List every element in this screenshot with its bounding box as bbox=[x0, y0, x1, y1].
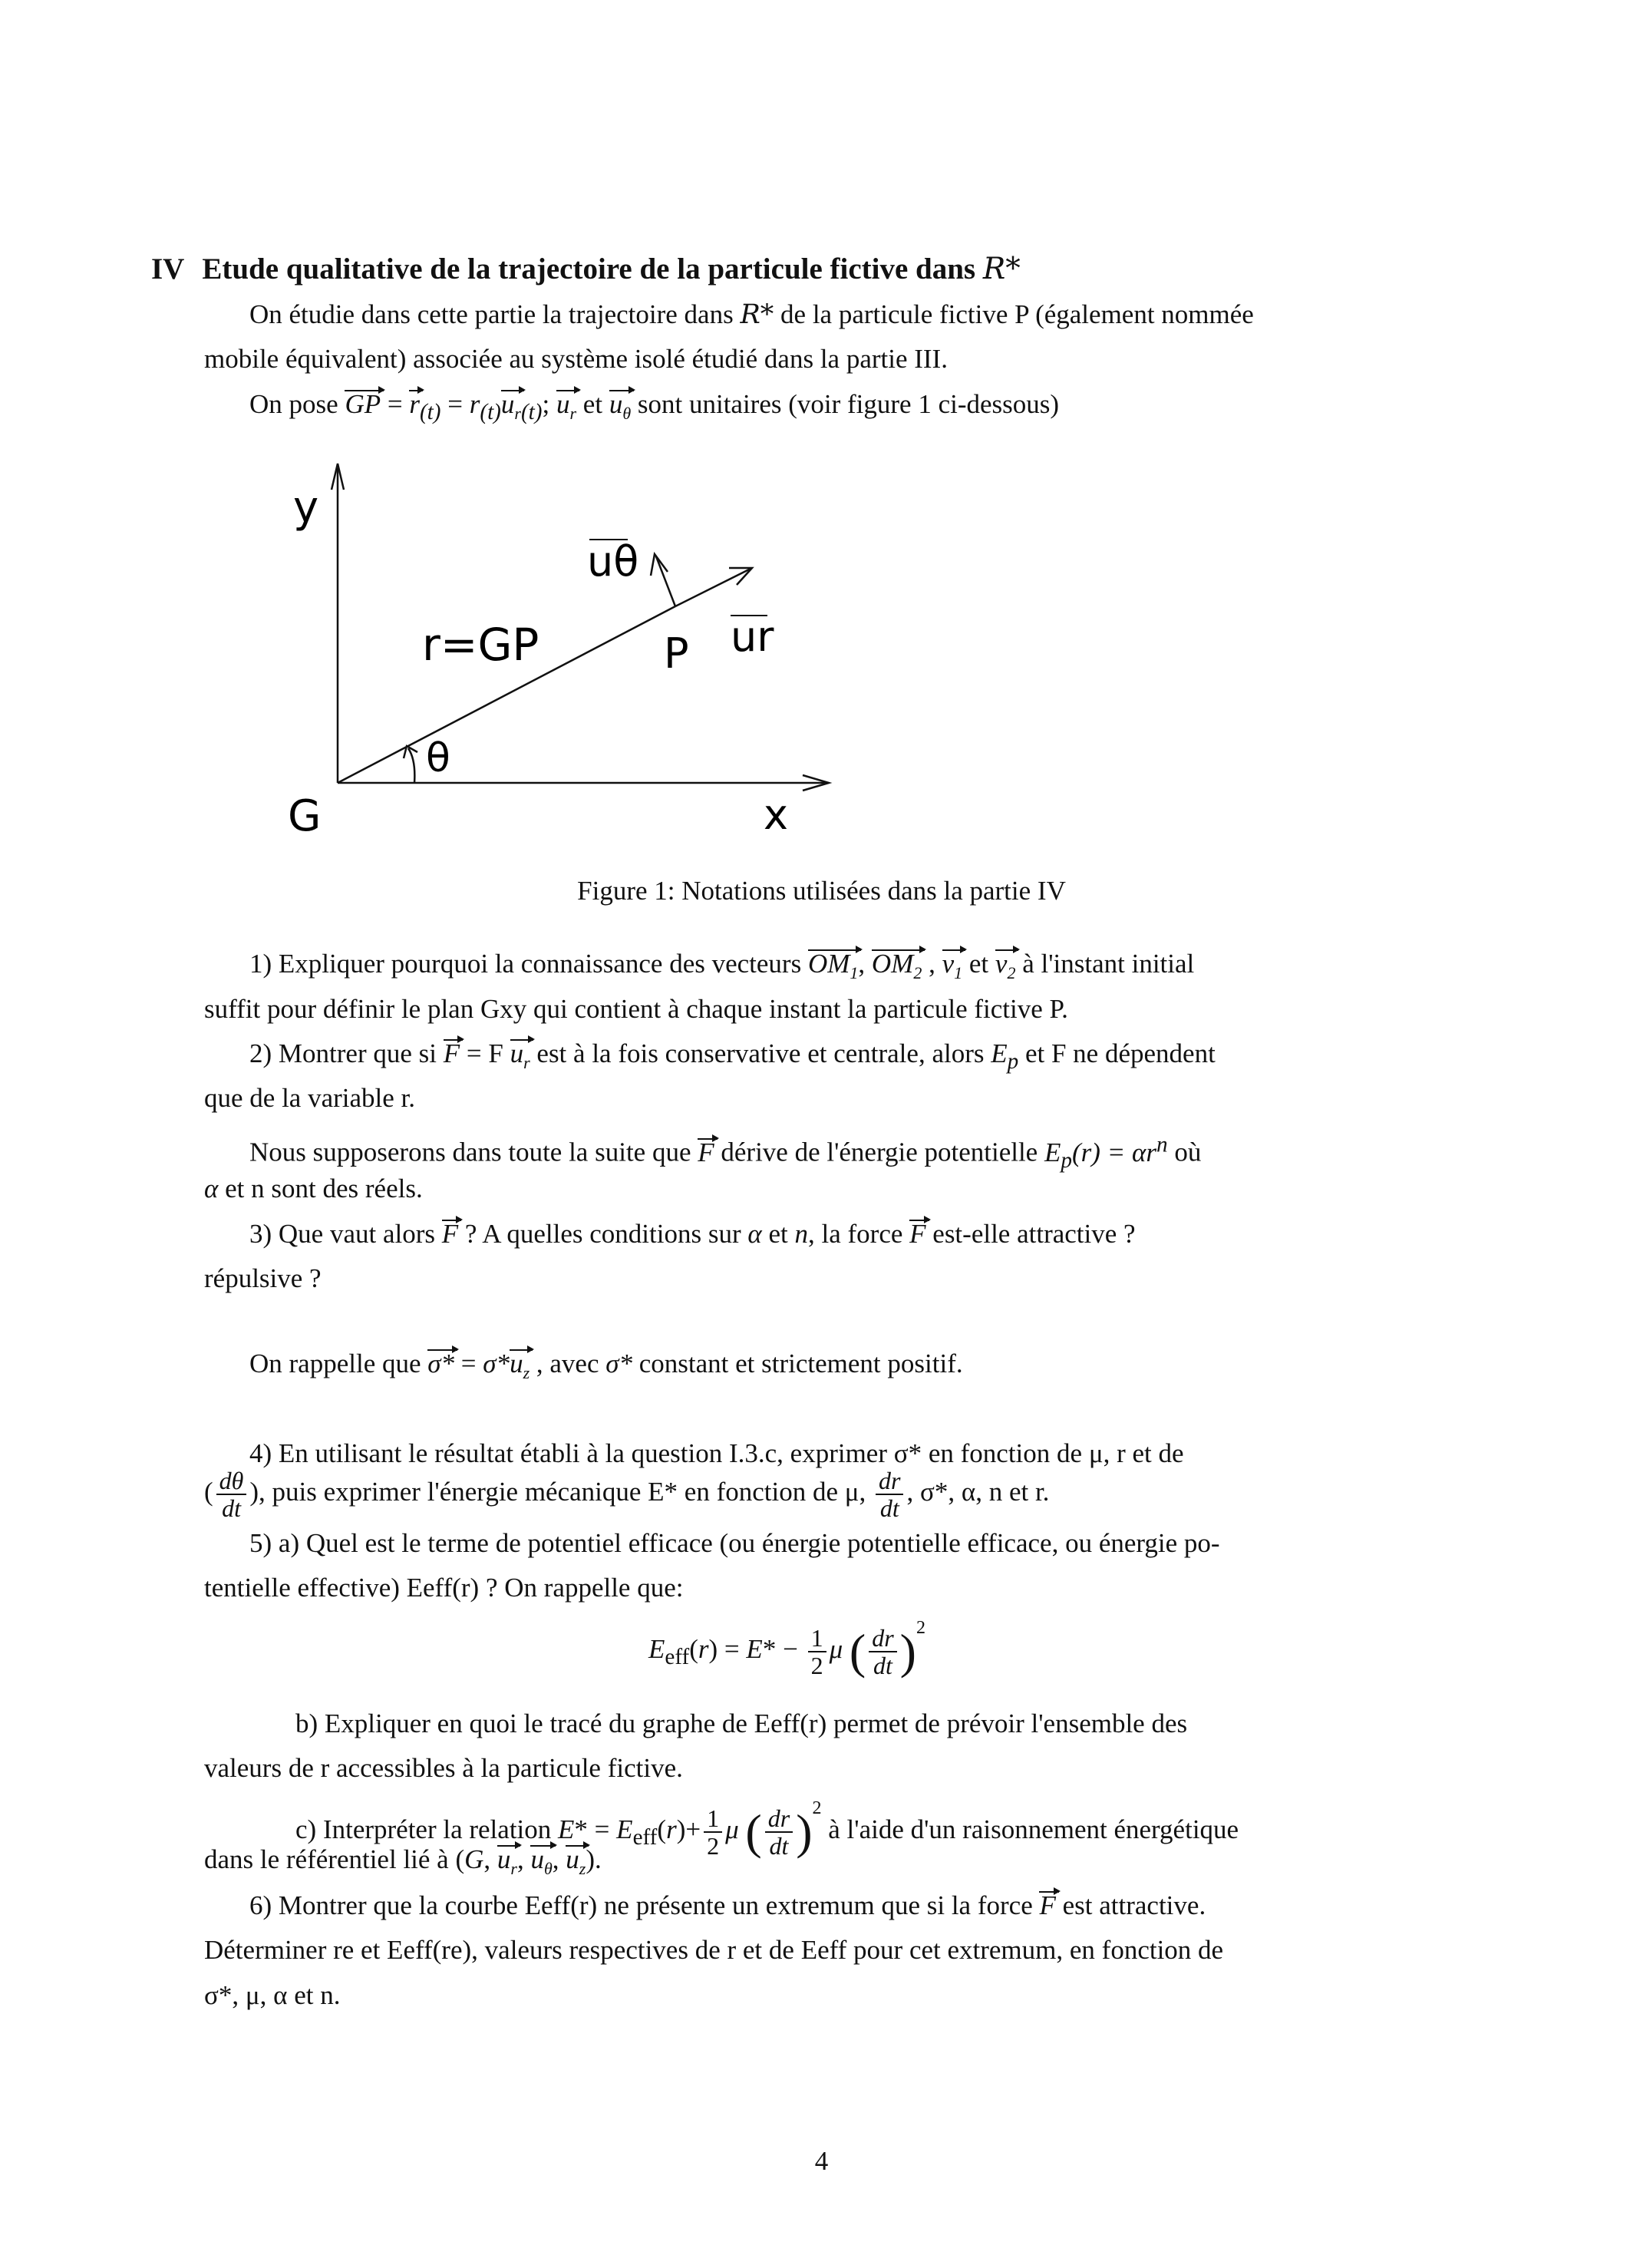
q5b-line-1: b) Expliquer en quoi le tracé du graphe de Eeff(r) permet de prévoir l'ensemble des bbox=[295, 1708, 1188, 1738]
hypothesis-line-1: Nous supposerons dans toute la suite que F dérive de l'énergie potentielle $E_p(r) = \alpha r^n$ où bbox=[249, 1132, 1202, 1173]
hypothesis-line-2: α et n sont des réels. bbox=[204, 1174, 423, 1203]
figure-caption: Figure 1: Notations utilisées dans la partie IV bbox=[577, 876, 1066, 906]
origin-label: G bbox=[288, 791, 322, 837]
eeff-equation: $E_{eff}(r) = E*$ − $\frac{1}{2}$ μ ( $\frac{dr}{dt}$ )$^2$ bbox=[648, 1618, 925, 1679]
q5a-line-2: tentielle effective) Eeff(r) ? On rappelle que: bbox=[204, 1573, 684, 1603]
q6-line-2: Déterminer re et Eeff(re), valeurs respectives de r et de Eeff pour cet extremum, en fonction de bbox=[204, 1935, 1224, 1965]
unit-r-arrowhead bbox=[729, 568, 752, 585]
theta-angle-arc bbox=[408, 748, 414, 783]
q2-line-1: 2) Montrer que si F = F $u_r$ est à la fois conservative et centrale, alors $E_p$ et F ne dépendent bbox=[249, 1038, 1216, 1079]
q4-line-2: ( $\frac{d\theta}{dt}$ ), puis exprimer l'énergie mécanique E* en fonction de μ, $\frac{dr}{dt}$ , σ*, α, n et r. bbox=[204, 1467, 1050, 1522]
section-title-symbol: R* bbox=[982, 252, 1021, 286]
point-label: P bbox=[664, 629, 689, 678]
unit-r-arrow bbox=[675, 568, 752, 606]
figure-1-diagram bbox=[261, 453, 875, 837]
axis-x-label: x bbox=[764, 791, 788, 837]
section-heading bbox=[151, 253, 1021, 286]
q4-line-1: 4) En utilisant le résultat établi à la question I.3.c, exprimer σ* en fonction de μ, r et de bbox=[249, 1438, 1184, 1468]
page-number: 4 bbox=[814, 2146, 829, 2176]
q2-line-2: que de la variable r. bbox=[204, 1083, 416, 1113]
intro-line-2: mobile équivalent) associée au système isolé étudié dans la partie III. bbox=[204, 344, 948, 374]
intro-line-1: On étudie dans cette partie la trajectoire dans R* de la particule fictive P (également nommée bbox=[249, 299, 1254, 330]
q5c-line-1: c) Interpréter la relation $E* = E_{eff}(r)+$ $\frac{1}{2}$ μ ( $\frac{dr}{dt}$ )$^2$ à l'aide d'un raisonnement énergétique bbox=[295, 1798, 1239, 1860]
radius-label: r=GP bbox=[422, 619, 539, 671]
q5a-line-1: 5) a) Quel est le terme de potentiel efficace (ou énergie potentielle efficace, ou énergie po- bbox=[249, 1528, 1220, 1558]
q5b-line-2: valeurs de r accessibles à la particule fictive. bbox=[204, 1753, 683, 1783]
axis-y-label: y bbox=[293, 483, 319, 533]
unit-r-label: ur bbox=[731, 612, 774, 661]
unit-theta-label: uθ bbox=[587, 537, 639, 586]
q3-line-1: 3) Que vaut alors F ? A quelles conditions sur α et n, la force F est-elle attractive ? bbox=[249, 1219, 1136, 1249]
q6-line-3: σ*, μ, α et n. bbox=[204, 1980, 341, 2010]
angle-label: θ bbox=[426, 735, 450, 781]
q6-line-1: 6) Montrer que la courbe Eeff(r) ne présente un extremum que si la force F est attractive. bbox=[249, 1890, 1206, 1920]
recall-sigma: On rappelle que $\sigma* = \sigma*u_z$ , avec σ* constant et strictement positif. bbox=[249, 1348, 963, 1389]
q1-line-2: suffit pour définir le plan Gxy qui contient à chaque instant la particule fictive P. bbox=[204, 994, 1068, 1024]
section-number: IV bbox=[151, 253, 184, 286]
q1-line-1: 1) Expliquer pourquoi la connaissance des vecteurs $OM_1$, $OM_2$ , $v_1$ et $v_2$ à l'instant initial bbox=[249, 948, 1194, 989]
intro-line-3: On pose GP = $r_{(t)} = r_{(t)}u_{r(t)}$; $u_r$ et $u_\theta$ sont unitaires (voir figure 1 ci-dessous) bbox=[249, 388, 1059, 430]
q3-line-2: répulsive ? bbox=[204, 1263, 322, 1293]
section-title: Etude qualitative de la trajectoire de la particule fictive dans bbox=[202, 253, 976, 286]
q5c-line-2: dans le référentiel lié à (G, $u_r$, $u_\theta$, $u_z$). bbox=[204, 1844, 602, 1885]
unit-theta-arrow bbox=[656, 556, 675, 606]
